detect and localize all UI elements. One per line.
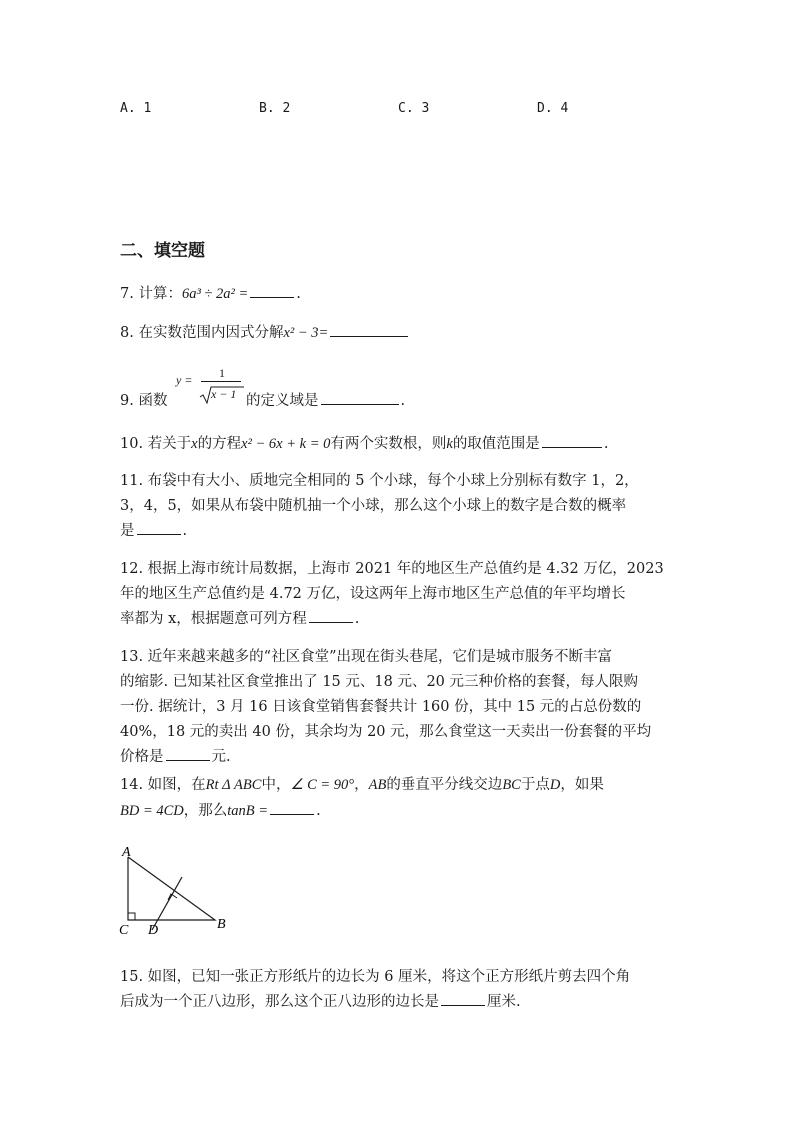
q14-bc: BC [502,777,521,793]
q10-x: x [191,436,198,452]
q15-end: 厘米. [487,994,521,1010]
q13-line3: 一份. 据统计，3 月 16 日该食堂销售套餐共计 160 份，其中 15 元的占总份数的 [120,699,642,715]
q10-text1: 10. 若关于 [120,436,192,452]
q9-numerator: 1 [219,366,225,380]
label-b: B [217,917,226,932]
label-c: C [119,923,129,938]
option-a: A. 1 [120,101,152,116]
q10-k: k [446,436,453,452]
q12-line1: 12. 根据上海市统计局数据，上海市 2021 年的地区生产总值约是 4.32 万亿，2023 [120,561,664,577]
q8-text: 8. 在实数范围内因式分解 [120,325,284,341]
q9-fraction-bar [201,381,241,382]
q13-line5 [120,745,231,769]
q9-end: . [400,393,406,409]
q14-d: D [549,777,561,793]
q12-line3 [120,607,359,631]
q11-line1: 11. 布袋中有大小、质地完全相同的 5 个小球，每个小球上分别标有数字 1，2， [120,473,639,489]
q14-triangle: Rt Δ ABC [205,777,262,793]
question-8 [120,321,410,345]
q14-angle: ∠ C = 90° [290,777,355,793]
q9-blank[interactable] [321,390,399,405]
q10-expr: x² − 6x + k = 0 [241,436,331,452]
q11-line2: 3，4，5，如果从布袋中随机抽一个小球，那么这个小球上的数字是合数的概率 [120,498,627,514]
q7-end: . [296,286,301,302]
q10-text2: 的方程 [197,436,242,452]
question-14 [120,773,604,797]
q15-blank[interactable] [441,991,485,1006]
triangle-abc [128,857,215,920]
question-9-tail [246,389,405,413]
q10-end: . [603,436,609,452]
q11-blank[interactable] [137,520,181,535]
q13-line1: 13. 近年来越来越多的“社区食堂”出现在街头巷尾，它们是城市服务不断丰富 [120,649,612,665]
option-c: C. 3 [398,101,430,116]
option-b: B. 2 [259,101,291,116]
question-14-line2 [120,799,321,823]
q14-text5: 于点 [520,777,550,793]
q14-text3: ， [354,777,369,793]
question-7 [120,282,301,306]
q12-line2: 年的地区生产总值约是 4.72 万亿，设这两年上海市地区生产总值的年平均增长 [120,586,626,602]
q14-text6: ，如果 [560,777,604,793]
q13-line2: 的缩影. 已知某社区食堂推出了 15 元、18 元、20 元三种价格的套餐，每人限购 [120,674,639,690]
q9-tail: 的定义域是 [246,393,319,409]
q8-expr: x² − 3= [283,325,329,341]
q14-ab: AB [368,777,387,793]
option-d: D. 4 [537,101,569,116]
triangle-figure [110,842,250,940]
q10-text3: 有两个实数根，则 [330,436,447,452]
q9-denominator: x − 1 [211,387,237,401]
q9-text: 9. 函数 [120,393,168,409]
right-angle-c [128,913,135,920]
q12-blank[interactable] [309,608,353,623]
q13-blank[interactable] [166,746,210,761]
q15-line1: 15. 如图，已知一张正方形纸片的边长为 6 厘米，将这个正方形纸片剪去四个角 [120,969,631,985]
q15-line2 [120,990,521,1014]
q8-blank[interactable] [330,322,408,337]
q7-expr: 6a³ ÷ 2a² = [181,286,249,302]
q14-text1: 14. 如图，在 [120,777,206,793]
q11-end: . [182,523,188,539]
q11-line3 [120,519,187,543]
q10-text4: 的取值范围是 [452,436,540,452]
q10-blank[interactable] [542,433,602,448]
question-9 [120,389,167,413]
q14-bd: BD = 4CD [120,803,184,819]
q14-line2b: ，那么 [183,803,228,819]
q12-line3-text: 率都为 x，根据题意可列方程 [120,611,307,627]
q9-y: y = [176,373,193,387]
q14-text4: 的垂直平分线交边 [386,777,503,793]
q12-end: . [354,611,360,627]
q14-text2: 中， [261,777,291,793]
q15-line2-text: 后成为一个正八边形，那么这个正八边形的边长是 [120,994,439,1010]
label-d: D [148,923,159,938]
q13-line4: 40%，18 元的卖出 40 份，其余均为 20 元，那么食堂这一天卖出一份套餐的平均 [120,724,652,740]
question-10 [120,432,608,456]
q14-tan: tanB = [227,803,269,819]
q7-blank[interactable] [250,283,294,298]
q14-end: . [316,803,321,819]
label-a: A [122,845,131,860]
q11-line3-text: 是 [120,523,135,539]
q14-blank[interactable] [270,800,314,815]
q13-line5-text: 价格是 [120,749,164,765]
q7-text: 7. 计算： [120,286,182,302]
section-title: 二、填空题 [120,241,205,261]
q13-end: 元. [211,749,231,765]
